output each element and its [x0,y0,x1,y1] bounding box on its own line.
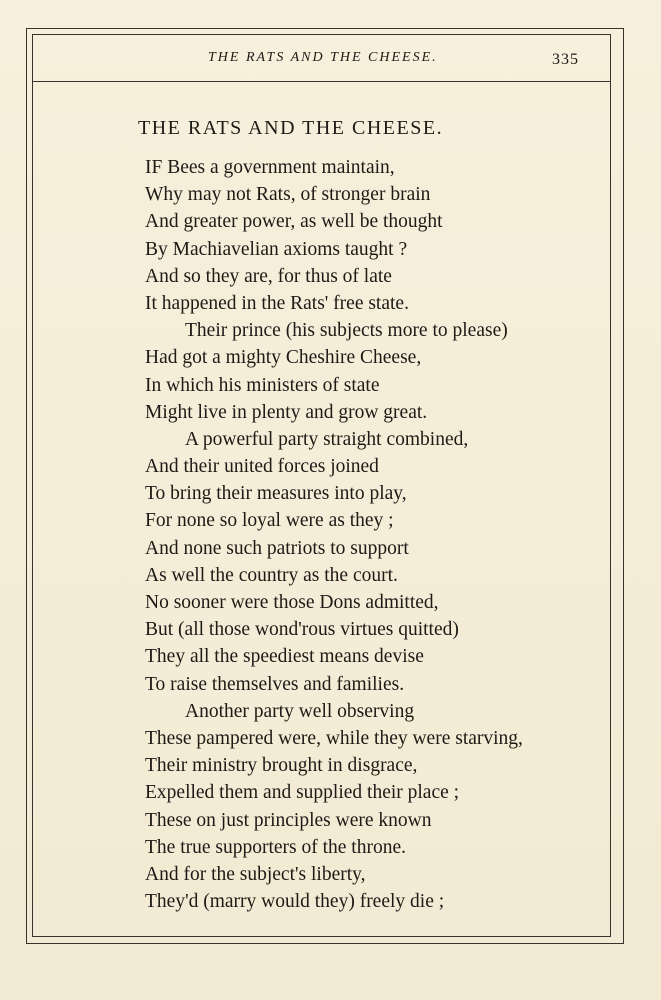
poem-line: These pampered were, while they were starving, [145,727,523,749]
poem-line: And their united forces joined [145,456,379,478]
poem-line: These on just principles were known [145,809,432,831]
running-head-title: THE RATS AND THE CHEESE. [208,50,438,65]
poem-line: And for the subject's liberty, [145,863,366,885]
poem-line: The true supporters of the throne. [145,836,407,858]
poem-line: And none such patriots to support [145,537,409,559]
poem-line: But (all those wond'rous virtues quitted) [145,619,459,641]
poem-line: To bring their measures into play, [145,483,407,505]
poem-body [145,154,605,915]
poem-line: As well the country as the court. [145,564,398,586]
poem-line: Their prince (his subjects more to please) [185,320,508,342]
poem-line: By Machiavelian axioms taught ? [145,238,408,260]
poem-line: In which his ministers of state [145,374,380,396]
header-rule [32,81,611,82]
poem-line: Might live in plenty and grow great. [145,401,428,423]
poem-line: They'd (marry would they) freely die ; [145,891,445,913]
running-head [32,46,611,76]
poem-line: They all the speediest means devise [145,646,424,668]
poem-line: Why may not Rats, of stronger brain [145,184,431,206]
poem-line: No sooner were those Dons admitted, [145,592,439,613]
poem-line: Their ministry brought in disgrace, [145,755,418,777]
poem-line: To raise themselves and families. [145,673,405,695]
poem-line: It happened in the Rats' free state. [145,292,409,314]
poem-title: THE RATS AND THE CHEESE. [138,117,444,139]
poem-line: A powerful party straight combined, [185,428,469,450]
poem-line: And so they are, for thus of late [145,265,392,287]
poem-line: And greater power, as well be thought [145,211,443,233]
poem-line: For none so loyal were as they ; [145,510,394,532]
poem-line: Expelled them and supplied their place ; [145,782,460,804]
poem-line: IF Bees a government maintain, [145,157,395,178]
poem-line: Had got a mighty Cheshire Cheese, [145,347,422,369]
poem-line: Another party well observing [185,700,415,722]
page-number: 335 [552,51,579,68]
